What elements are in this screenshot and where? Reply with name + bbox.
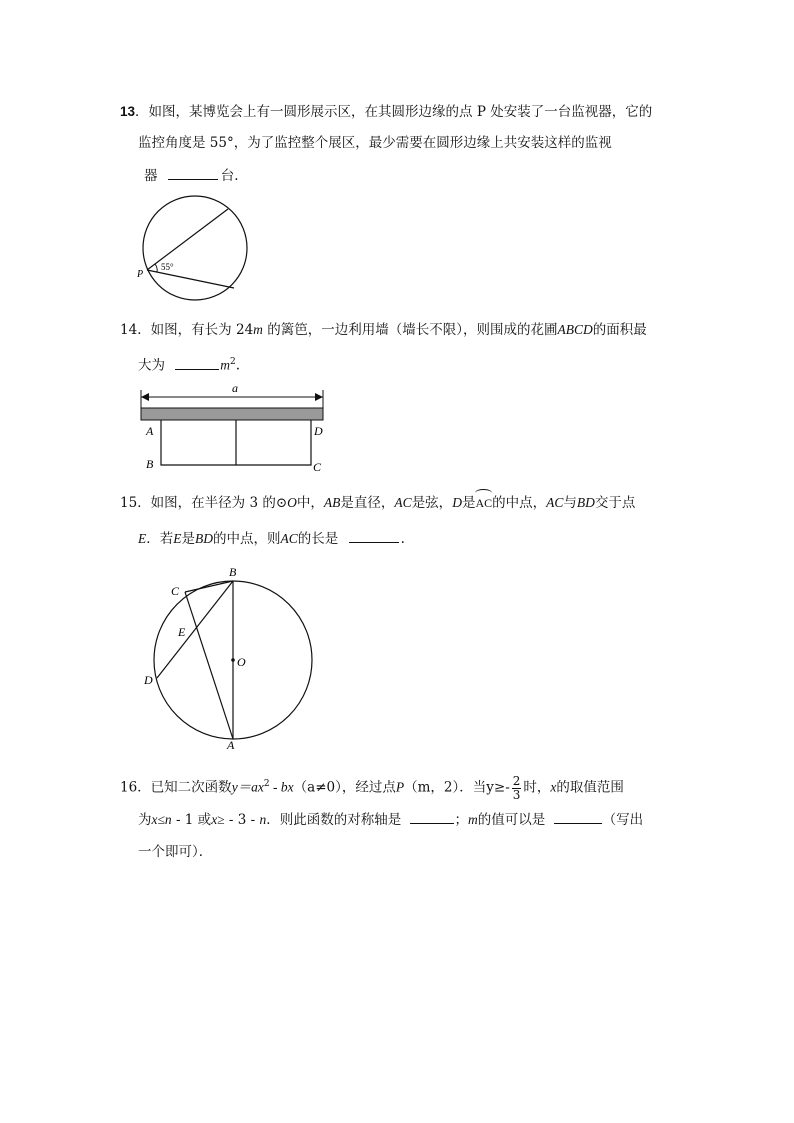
q16-text1a: ．已知二次函数	[137, 779, 232, 796]
q14-unit-m: m	[253, 322, 263, 337]
q15-line2	[138, 529, 405, 548]
q15-ac: AC	[394, 495, 412, 510]
q15-label-O: O	[237, 655, 246, 669]
q16-text1b: ，经过点	[341, 779, 396, 796]
q15-bd2: BD	[195, 531, 213, 546]
q14-line2	[138, 353, 240, 375]
q15-label-A: A	[227, 738, 235, 752]
q13-text2: 监控角度是 55°，为了监控整个展区，最少需要在圆形边缘上共安装这样的监视	[138, 135, 612, 151]
q15-d: D	[452, 495, 462, 510]
q15-text2a: ．若	[146, 531, 174, 547]
q14-answer-blank[interactable]	[175, 356, 219, 370]
q16-text2d: ．则此函数的对称轴是	[266, 812, 402, 828]
q15-ac2: AC	[546, 495, 564, 510]
q15-text1d: 是弦，	[411, 495, 453, 511]
q16-cond: （a≠0）	[293, 779, 342, 796]
q16-text1c: 时，	[523, 779, 551, 796]
q15-center-dot	[231, 658, 235, 662]
q15-ab: AB	[323, 495, 341, 510]
q16-m-blank[interactable]	[554, 810, 602, 824]
q13-line1	[120, 103, 652, 121]
q14-label-D: D	[314, 424, 323, 438]
q13-circle	[143, 196, 247, 300]
q14-number: 14	[120, 322, 138, 338]
q16-frac-num: 2	[512, 773, 521, 788]
q15-label-D: D	[144, 673, 153, 687]
q14-text1c: 的面积最	[592, 322, 647, 338]
q15-text1h: 交于点	[594, 495, 636, 511]
q15-number: 15	[120, 495, 138, 511]
q16-fraction	[512, 775, 522, 802]
q16-line2	[138, 810, 643, 829]
q16-number: 16	[120, 779, 138, 796]
q14-label-a: a	[232, 381, 238, 395]
q16-x1: x≤n	[151, 812, 172, 827]
q13-text3b: 台.	[220, 168, 239, 184]
q16-x: x	[550, 779, 557, 795]
q15-text2c: 的中点，则	[213, 531, 281, 547]
q14-text1b: 的篱笆，一边利用墙（墙长不限），则围成的花圃	[262, 322, 558, 338]
q15-segment-CA	[185, 592, 233, 739]
q14-label-B: B	[146, 457, 154, 471]
q15-text1c: 是直径，	[340, 495, 395, 511]
q13-angle-arc	[155, 264, 157, 272]
q13-number: 13	[120, 104, 136, 119]
q16-text2c: - 3 -	[224, 812, 260, 828]
q13-text1: ．如图，某博览会上有一圆形展示区，在其圆形边缘的点 P 处安装了一台监视器，它的	[135, 104, 653, 120]
q14-abcd: ABCD	[557, 322, 593, 337]
q16-func: y＝ax	[231, 779, 264, 795]
q15-e2: E	[173, 531, 182, 546]
q15-end: .	[400, 531, 405, 547]
q14-label-C: C	[313, 460, 322, 474]
q16-n: n	[259, 812, 267, 827]
q15-label-C: C	[171, 584, 180, 598]
q16-line3	[138, 843, 212, 861]
q16-text2a: 为	[138, 812, 152, 828]
q13-figure	[130, 195, 260, 307]
q14-text2a: 大为	[138, 357, 165, 374]
q15-ac3: AC	[280, 531, 298, 546]
q16-text2b: - 1 或	[171, 812, 212, 828]
q16-text1d: 的取值范围	[556, 779, 624, 796]
q14-figure	[135, 380, 335, 475]
q16-y-ineq: y≥-	[486, 779, 510, 796]
q16-x2: x≥	[211, 812, 225, 827]
q16-p: P	[395, 779, 405, 795]
q13-text3a: 器	[144, 168, 158, 184]
q15-text1a: ．如图，在半径为 3 的⊙	[137, 495, 288, 511]
q16-frac-den: 3	[512, 787, 521, 802]
q14-arrow-left	[141, 393, 149, 401]
q15-text2d: 的长是	[297, 531, 339, 547]
q16-text2g: （写出	[602, 812, 644, 828]
q14-end: .	[235, 357, 241, 374]
q14-text1a: ．如图，有长为 24	[137, 322, 254, 338]
q15-text1g: 与	[563, 495, 577, 511]
q15-arc-ac: AC	[475, 496, 493, 510]
q16-line1	[120, 770, 624, 802]
q14-unit: m	[220, 357, 231, 373]
q16-text2f: 的值可以是	[477, 812, 546, 828]
q16-point: （m，2）．当	[404, 779, 487, 796]
q13-angle-label: 55°	[161, 262, 174, 272]
q14-line1	[120, 321, 647, 339]
q13-ray-lower	[147, 270, 234, 288]
q16-func2: - bx	[269, 779, 294, 795]
q16-func-sup: 2	[263, 779, 270, 789]
q13-ray-upper	[147, 209, 228, 270]
q13-answer-blank[interactable]	[168, 166, 218, 180]
q15-e: E	[138, 531, 147, 546]
q16-text3: 一个即可）．	[138, 844, 213, 860]
q15-circle-o: O	[287, 495, 297, 510]
q14-unit-sup: 2	[230, 357, 236, 367]
q16-axis-blank[interactable]	[410, 810, 454, 824]
q15-text2b: 是	[181, 531, 195, 547]
q14-label-A: A	[146, 424, 154, 438]
q15-answer-blank[interactable]	[349, 529, 399, 543]
q15-line1	[120, 494, 635, 512]
q13-line3	[144, 166, 239, 185]
q15-text1b: 中，	[296, 495, 324, 511]
q13-line2	[138, 134, 612, 152]
q15-text1e: 是	[461, 495, 476, 511]
q14-wall	[141, 408, 323, 420]
q13-point-label: P	[137, 269, 144, 280]
q16-m: m	[468, 812, 478, 827]
q15-segment-DB	[157, 581, 233, 678]
q15-bd: BD	[576, 495, 595, 510]
q15-label-E: E	[178, 625, 186, 639]
q16-text2e: ；	[454, 812, 469, 828]
q14-arrow-right	[315, 393, 323, 401]
q15-figure	[138, 562, 318, 752]
q15-text1f: 的中点，	[492, 495, 547, 511]
q15-label-B: B	[229, 565, 237, 579]
